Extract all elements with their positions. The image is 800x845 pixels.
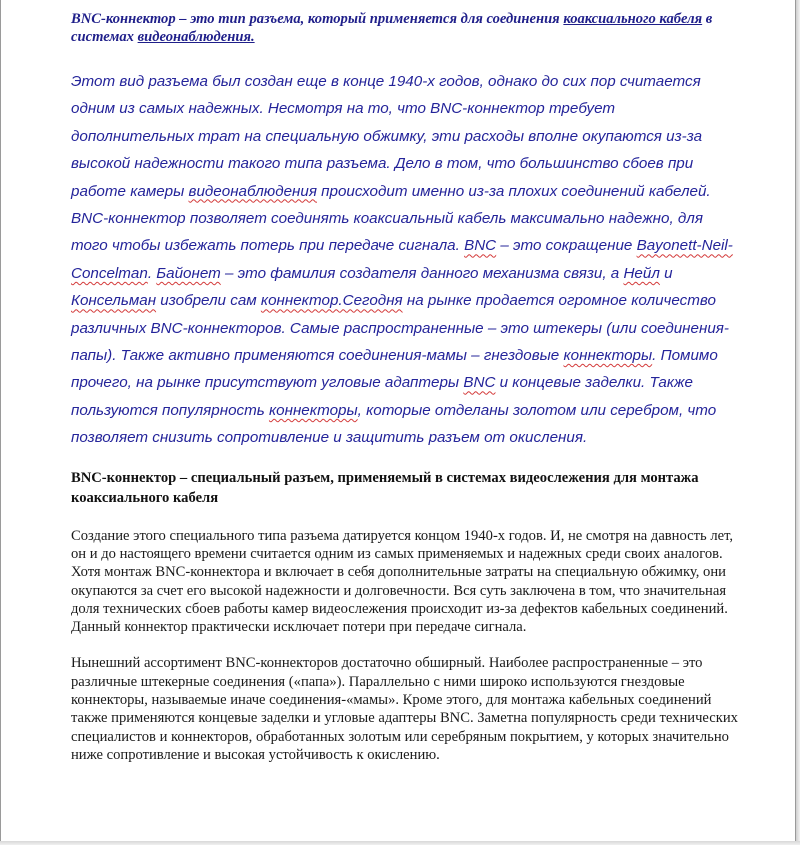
intro-spellcheck-word: Bayonett-Neil-Concelman (71, 237, 733, 282)
intro-text: Этот вид разъема был создан еще в конце 1940-х годов, однако до сих пор считается одним из самых надежных. Несмотря на то, что BNC-коннектор требует дополнительных трат на специальную обжимку, эти расходы вполне окупаются из-за высокой надежности такого типа разъема. Дело в том, что большинство сбоев при работе камеры (71, 73, 703, 200)
intro-paragraph (71, 68, 739, 452)
intro-text: . (147, 264, 157, 282)
page-right-shadow (796, 0, 800, 845)
intro-text: изобрели сам (156, 292, 261, 310)
intro-text: и (659, 264, 673, 282)
intro-title-link-video-surveillance[interactable]: видеонаблюдения. (137, 29, 255, 45)
intro-text: – это сокращение (496, 237, 637, 255)
intro-text: . Помимо прочего, на рынке присутствуют угловые адаптеры (71, 347, 718, 392)
section-paragraph-1: Создание этого специального типа разъема датируется концом 1940-х годов. И, не смотря на давность лет, он и до настоящего времени считается одним из самых применяемых и надежных среди своих аналогов. Хотя монтаж BNC-коннектора и включает в себя дополнительные затраты на специальную обжимку, они окупаются за счет его высокой надежности и долговечности. Вся суть заключена в том, что значительная доля технических сбоев работы камер видеослежения происходит из-за дефектов кабельных соединений. Данный коннектор практически исключает потери при передаче сигнала. (71, 527, 734, 636)
intro-title-link-coax-cable[interactable]: коаксиального кабеля (563, 11, 703, 27)
intro-text: – это фамилия создателя данного механизма связи, а (220, 264, 624, 282)
intro-spellcheck-word: видеонаблюдения (188, 182, 317, 200)
section-heading: BNC-коннектор – специальный разъем, применяемый в системах видеослежения для монтажа коаксиального кабеля (71, 469, 699, 506)
page-bottom-shadow (0, 841, 800, 845)
section-paragraph-2: Нынешний ассортимент BNC-коннекторов достаточно обширный. Наиболее распространенные – это различные штекерные соединения («папа»). Параллельно с ними широко используются гнездовые коннекторы, называемые иначе соединения-«мамы». Кроме этого, для монтажа кабельных соединений также применяются концевые заделки и угловые адаптеры BNC. Заметна популярность среди технических специалистов и коннекторов, обработанных золотым или серебряным покрытием, у которых значительно ниже сопротивление и высокая устойчивость к окислению. (71, 655, 738, 763)
intro-spellcheck-word: Консельман (71, 292, 157, 310)
intro-title-text: BNC-коннектор – это тип разъема, который применяется для соединения (71, 11, 564, 27)
intro-spellcheck-word: коннектор.Сегодня (260, 292, 403, 310)
intro-spellcheck-word: BNC (464, 237, 497, 255)
intro-text: , которые отделаны золотом или серебром, что позволяет снизить сопротивление и защитить разъем от окисления. (71, 401, 717, 447)
intro-text: на рынке продается огромное количество различных BNC-коннекторов. Самые распространенные – это штекеры (или соединения-папы). Также активно применяются соединения-мамы – гнездовые (71, 292, 729, 365)
intro-spellcheck-word: Нейл (623, 264, 660, 282)
document-content (71, 10, 739, 782)
intro-spellcheck-word: коннекторы (268, 401, 358, 419)
intro-title-text: в системах (71, 11, 713, 45)
intro-text: и концевые заделки. Также пользуются популярность (71, 374, 693, 419)
intro-spellcheck-word: Байонет (156, 264, 221, 282)
intro-spellcheck-word: коннекторы (563, 347, 653, 365)
intro-title (71, 10, 739, 46)
intro-spellcheck-word: BNC (463, 374, 496, 392)
intro-text: происходит именно из-за плохих соединений кабелей. BNC-коннектор позволяет соединять коаксиальный кабель максимально надежно, для того чтобы избежать потерь при передаче сигнала. (71, 182, 711, 255)
